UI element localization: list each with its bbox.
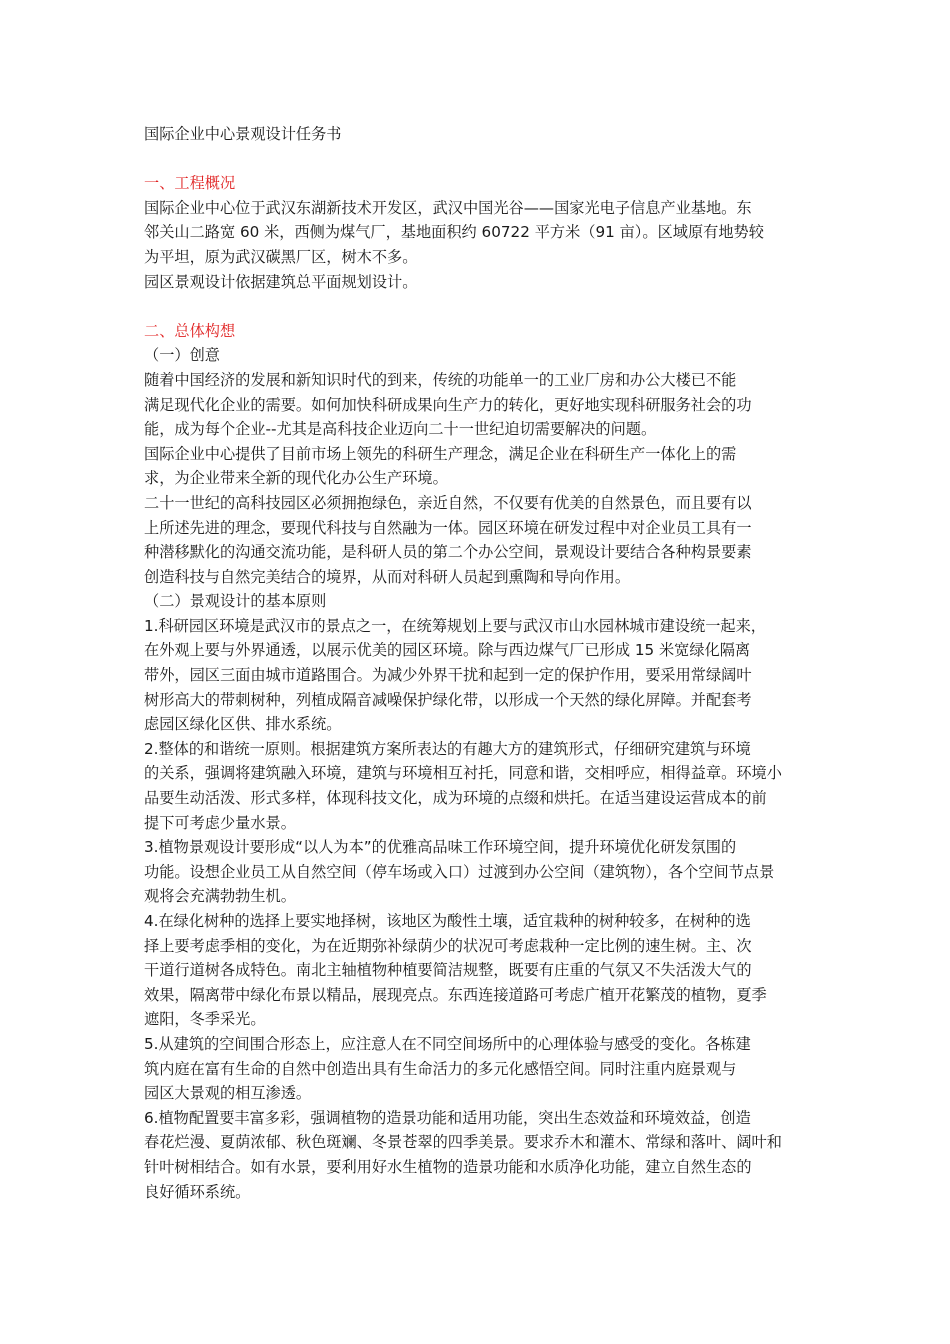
paragraph-line: 能，成为每个企业--尤其是高科技企业迈向二十一世纪迫切需要解决的问题。: [144, 420, 657, 439]
spacer: [144, 147, 812, 172]
paragraph-line: 随着中国经济的发展和新知识时代的到来，传统的功能单一的工业厂房和办公大楼已不能: [144, 370, 737, 389]
paragraph-line: 树形高大的带刺树种，列植成隔音减噪保护绿化带，以形成一个天然的绿化屏障。并配套考: [144, 690, 752, 709]
paragraph-line: 邻关山二路宽 60 米，西侧为煤气厂，基地面积约 60722 平方米（91 亩）。区域原有地势较: [144, 223, 764, 242]
paragraph-line: 遮阳，冬季采光。: [144, 1010, 266, 1029]
paragraph-line: 提下可考虑少量水景。: [144, 813, 296, 832]
spacer: [144, 294, 812, 319]
subsection-heading-2: （二）景观设计的基本原则: [144, 592, 327, 611]
paragraph-line: 择上要考虑季相的变化，为在近期弥补绿荫少的状况可考虑栽种一定比例的速生树。主、次: [144, 936, 752, 955]
document-title: 国际企业中心景观设计任务书: [144, 125, 342, 143]
paragraph-line: 2.整体的和谐统一原则。根据建筑方案所表达的有趣大方的建筑形式，仔细研究建筑与环境: [144, 739, 751, 758]
paragraph-line: 6.植物配置要丰富多彩，强调植物的造景功能和适用功能，突出生态效益和环境效益，创造: [144, 1108, 751, 1127]
paragraph-line: 干道行道树各成特色。南北主轴植物种植要简洁规整，既要有庄重的气氛又不失活泼大气的: [144, 961, 752, 980]
paragraph-line: 创造科技与自然完美结合的境界，从而对科研人员起到熏陶和导向作用。: [144, 567, 630, 586]
subsection-1-body: [144, 368, 812, 589]
paragraph-line: 满足现代化企业的需要。如何加快科研成果向生产力的转化，更好地实现科研服务社会的功: [144, 395, 752, 414]
paragraph-line: 带外，园区三面由城市道路围合。为减少外界干扰和起到一定的保护作用，要采用常绿阔叶: [144, 666, 752, 685]
paragraph-line: 在外观上要与外界通透，以展示优美的园区环境。除与西边煤气厂已形成 15 米宽绿化隔离: [144, 641, 751, 660]
section-heading-1: 一、工程概况: [144, 174, 236, 193]
paragraph-line: 园区景观设计依据建筑总平面规划设计。: [144, 272, 418, 291]
document-page: [144, 122, 812, 1204]
paragraph-line: 4.在绿化树种的选择上要实地择树，该地区为酸性土壤，适宜栽种的树种较多，在树种的选: [144, 912, 751, 930]
paragraph-line: 为平坦，原为武汉碳黑厂区，树木不多。: [144, 247, 418, 266]
paragraph-line: 园区大景观的相互渗透。: [144, 1084, 312, 1103]
paragraph-line: 筑内庭在富有生命的自然中创造出具有生命活力的多元化感悟空间。同时注重内庭景观与: [144, 1059, 737, 1078]
paragraph-line: 虑园区绿化区供、排水系统。: [144, 715, 342, 734]
paragraph-line: 二十一世纪的高科技园区必须拥抱绿色，亲近自然，不仅要有优美的自然景色，而且要有以: [144, 493, 752, 512]
paragraph-line: 上所述先进的理念，要现代科技与自然融为一体。园区环境在研发过程中对企业员工具有一: [144, 518, 752, 537]
paragraph-line: 国际企业中心提供了目前市场上领先的科研生产理念，满足企业在科研生产一体化上的需: [144, 444, 737, 463]
paragraph-line: 3.植物景观设计要形成“以人为本”的优雅高品味工作环境空间，提升环境优化研发氛围的: [144, 838, 737, 857]
paragraph-line: 1.科研园区环境是武汉市的景点之一，在统筹规划上要与武汉市山水园林城市建设统一起来，: [144, 616, 766, 635]
paragraph-line: 功能。设想企业员工从自然空间（停车场或入口）过渡到办公空间（建筑物），各个空间节点景: [144, 862, 775, 881]
paragraph-line: 效果，隔离带中绿化布景以精品，展现亮点。东西连接道路可考虑广植开花繁茂的植物，夏季: [144, 985, 767, 1004]
section-heading-2: 二、总体构想: [144, 321, 236, 340]
paragraph-line: 品要生动活泼、形式多样，体现科技文化，成为环境的点缀和烘托。在适当建设运营成本的前: [144, 789, 767, 808]
paragraph-line: 的关系，强调将建筑融入环境，建筑与环境相互衬托，同意和谐，交相呼应，相得益章。环境小: [144, 764, 782, 783]
paragraph-line: 求，为企业带来全新的现代化办公生产环境。: [144, 469, 448, 488]
paragraph-line: 针叶树相结合。如有水景，要利用好水生植物的造景功能和水质净化功能，建立自然生态的: [144, 1157, 752, 1176]
subsection-heading-1: （一）创意: [144, 346, 220, 365]
paragraph-line: 国际企业中心位于武汉东湖新技术开发区，武汉中国光谷——国家光电子信息产业基地。东: [144, 198, 752, 217]
paragraph-line: 5.从建筑的空间围合形态上，应注意人在不同空间场所中的心理体验与感受的变化。各栋建: [144, 1034, 751, 1053]
paragraph-line: 观将会充满勃勃生机。: [144, 887, 296, 906]
paragraph-line: 种潜移默化的沟通交流功能，是科研人员的第二个办公空间，景观设计要结合各种构景要素: [144, 543, 752, 562]
paragraph-line: 春花烂漫、夏荫浓郁、秋色斑斓、冬景苍翠的四季美景。要求乔木和灌木、常绿和落叶、阔叶和: [144, 1133, 782, 1152]
paragraph-line: 良好循环系统。: [144, 1182, 251, 1201]
section-1-body: [144, 196, 812, 294]
subsection-2-body: [144, 614, 812, 1204]
